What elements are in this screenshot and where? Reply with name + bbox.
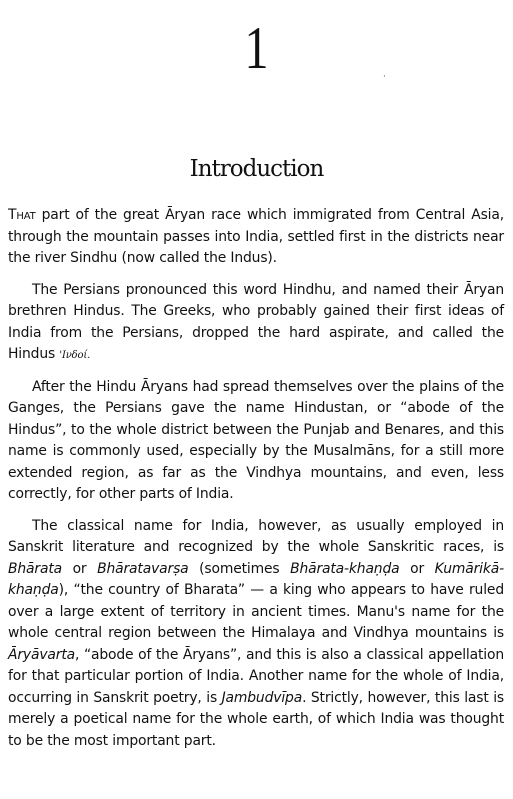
term-bharata: Bhārata [8, 560, 62, 577]
paragraph-4 [8, 516, 504, 753]
paragraph-1-text: part of the great Āryan race which immigrated from Central Asia, through the mountain passes into India, settled first in the districts near the river Sindhu (now called the Indus). [8, 207, 504, 266]
chapter-body [8, 205, 504, 762]
chapter-title: Introduction [189, 156, 324, 182]
paragraph-4-text-2: or [61, 560, 98, 577]
paragraph-3-text: After the Hindu Āryans had spread themselves over the plains of the Ganges, the Persians gave the name Hindustan, or “abode of the Hindus”, to the whole district between the Punjab and Benares, and this name is commonly used, especially by the Musalmāns, for a still more extended region, as far as the Vindhya mountains, and even, less correctly, for other parts of India. [8, 378, 504, 502]
term-aryavarta: Āryāvarta [8, 646, 75, 663]
paragraph-1-lead: That [8, 207, 36, 223]
term-bharata-khanda: Bhārata-khaṇḍa [290, 560, 400, 577]
print-speck: · [383, 72, 386, 82]
term-bharatavarsa: Bhāratavarṣa [97, 560, 189, 577]
term-kumarika-khanda: Kumārikā-khaṇḍa [8, 560, 504, 598]
paragraph-4-text-1: The classical name for India, however, as usually employed in Sanskrit literature and recognized by the whole Sanskritic races, is [8, 517, 504, 555]
paragraph-2 [8, 280, 504, 367]
chapter-number: 1 [244, 15, 269, 81]
term-jambudvipa: Jambudvīpa [221, 689, 303, 706]
paragraph-4-text-4: or [399, 560, 435, 577]
paragraph-2-text: The Persians pronounced this word Hindhu, and named their Āryan brethren Hindus. The Greeks, who probably gained their first ideas of India from the Persians, dropped the hard aspirate, and called the Hindus [8, 281, 504, 362]
greek-word: 'Ινδοί. [59, 350, 91, 361]
paragraph-4-text-6: , “abode of the Āryans”, and this is also a classical appellation for that particular portion of India. Another name for the whole of India, occurring in Sanskrit poetry, is [8, 646, 504, 706]
paragraph-1 [8, 205, 504, 270]
paragraph-4-text-5: ), “the country of Bharata” — a king who appears to have ruled over a large extent of territory in ancient times. Manu's name for the whole central region between the Himalaya and Vindhya mountains is [8, 582, 504, 641]
paragraph-4-text-7: . Strictly, however, this last is merely a poetical name for the whole earth, of which India was thought to be the most important part. [8, 689, 504, 749]
paragraph-4-text-3: (sometimes [188, 560, 291, 577]
paragraph-3 [8, 377, 504, 506]
